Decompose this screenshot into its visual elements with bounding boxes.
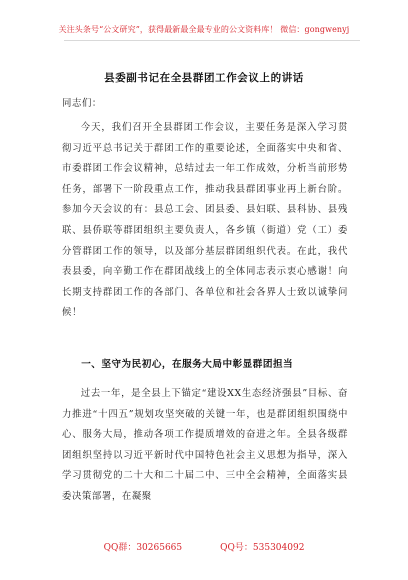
footer-contact: [0, 540, 408, 553]
header-divider: [64, 40, 360, 41]
section-heading-1: 一、坚守为民初心，在服务大局中彰显群团担当: [81, 359, 294, 370]
footer-qq-group: QQ群：30265665: [103, 543, 183, 553]
body-paragraph-1: 今天，我们召开全县群团工作会议，主要任务是深入学习贯彻习近平总书记关于群团工作的重要论述，全面落实中央和省、市委群团工作会议精神，总结过去一年工作成效，分析当前形势任务，部署下一阶段重点工作，推动我县群团事业再上新台阶。参加今天会议的有：县总工会、团县委、县妇联、县科协、县残联、县侨联等群团组织主要负责人，各乡镇（街道）党（工）委分管群团工作的领导，以及部分基层群团组织代表。在此，我代表县委，向辛勤工作在群团战线上的全体同志表示衷心感谢！向长期支持群团工作的各部门、各单位和社会各界人士致以诚挚问候！: [62, 122, 348, 319]
footer-qq-number: QQ号：535304092: [220, 543, 305, 553]
salutation: 同志们：: [62, 98, 102, 109]
body-paragraph-2: 过去一年，是全县上下锚定“建设XX生态经济强县”目标、奋力推进“十四五”规划攻坚突破的关键一年，也是群团组织围绕中心、服务大局，推动各项工作提质增效的奋进之年。全县各级群团组织坚持以习近平新时代中国特色社会主义思想为指导，深入学习贯彻党的二十大和二十届二中、三中全会精神，全面落实县委决策部署，在凝聚: [62, 388, 348, 502]
document-title: 县委副书记在全县群团工作会议上的讲话: [104, 72, 304, 84]
header-promo-note: 关注头条号“公文研究”，获得最新最全最专业的公文资料库！ 微信：gongwenyj: [58, 25, 350, 34]
